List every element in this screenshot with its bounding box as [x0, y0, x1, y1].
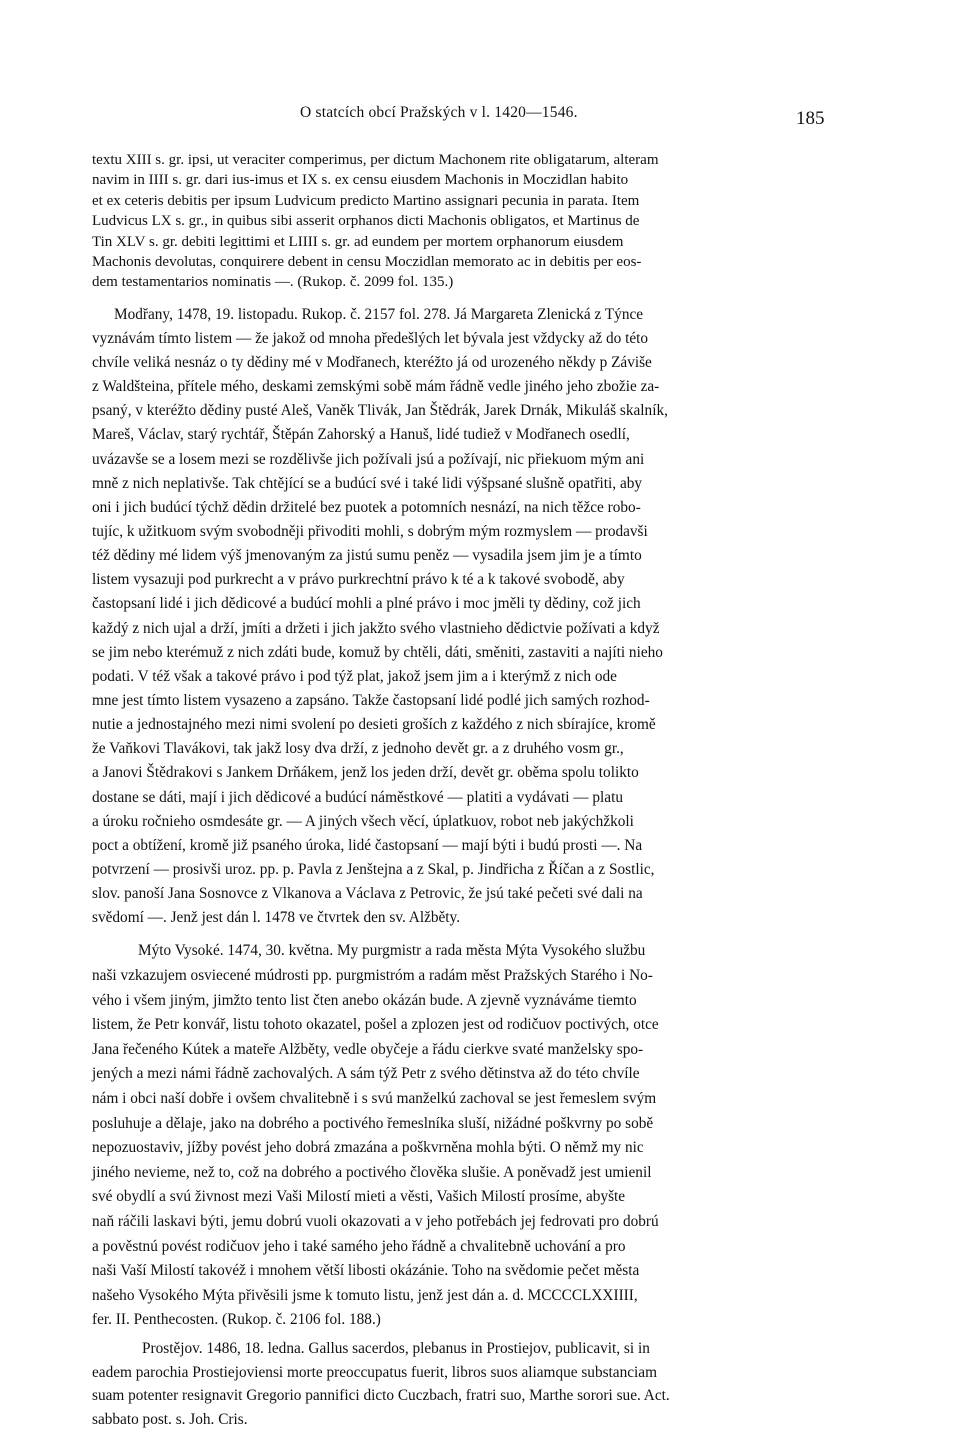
text-line: častopsaní lidé i jich dědicové a budúcí mohli a plné právo i moc jměli ty dědiny, což jich [92, 595, 641, 613]
page-number: 185 [796, 108, 825, 129]
text-line: textu XIII s. gr. ipsi, ut veraciter comperimus, per dictum Machonem rite obligatarum, alteram [92, 152, 659, 168]
entry-prostejov [92, 1337, 828, 1432]
text-line: tujíc, k užitkuom svým svobodněji přivoditi mohli, s dobrým mým rozmyslem — prodavši [92, 523, 648, 540]
text-line: naň ráčili laskavi býti, jemu dobrú vuoli okazovati a v jeho potřebách jej fedrovati pro dobrú [92, 1212, 659, 1230]
entry-heading-line: Modřany, 1478, 19. listopadu. Rukop. č. 2157 fol. 278. Já Margareta Zlenická z Týnce [114, 305, 644, 323]
text-line: jených a mezi námi řádně zachovalých. A sám týž Petr z svého dětinstva až do této chvíle [92, 1065, 640, 1083]
entry-heading-line: Mýto Vysoké. 1474, 30. května. My purgmistr a rada města Mýta Vysokého službu [138, 942, 646, 960]
text-line: mne jest tímto listem vysazeno a zapsáno. Takže častopsaní lidé podlé jich samých rozhod- [92, 691, 650, 709]
text-line: našeho Vysokého Mýta přivěsili jsme k tomuto listu, jenž jest dán a. d. MCCCCLXXIIII, [92, 1286, 638, 1304]
text-line: se jim nebo kterémuž z nich zdáti bude, komuž by chtěli, dáti, směniti, zastaviti a najíti nieho [92, 643, 663, 661]
text-line: nepozuostaviv, jížby povést jeho dobrá zmazána a poškvrněna mohla býti. O němž my nic [92, 1139, 644, 1157]
text-line: et ex ceteris debitis per ipsum Ludvicum predicto Martino assignari pecunia in parata. Item [92, 192, 640, 209]
text-line: Mareš, Václav, starý rychtář, Štěpán Zahorský a Hanuš, lidé tudiež v Modřanech osedlí, [92, 426, 630, 444]
text-line: oni i jich budúcí týchž dědin držitelé bez puotek a potomních nesnází, na nich těžce robo- [92, 498, 641, 516]
text-line: suam potenter resignavit Gregorio pannifici dicto Cuczbach, fratri suo, Marthe sorori sue. Act. [92, 1387, 670, 1405]
text-line: též dědiny mé lidem výš jmenovaným za jistú sumu peněz — vysadila jsem jim je a tímto [92, 547, 642, 565]
text-line: z Waldšteina, přítele mého, deskami zemskými sobě mám řádně vedle jiného jeho zbožie za- [92, 378, 660, 396]
text-line: a Janovi Štědrakovi s Jankem Drňákem, jenž los jeden drží, devět gr. oběma spolu tolikto [92, 764, 639, 782]
text-line: potvrzení — prosivši uroz. pp. p. Pavla z Jenštejna a z Skal, p. Jindřicha z Říčan a z Sostlic, [92, 860, 655, 878]
text-line: že Vaňkovi Tlavákovi, tak jakž losy dva drží, z jednoho devět gr. a z druhého vosm gr., [92, 740, 624, 758]
entry-myto-vysoke [92, 939, 828, 1333]
paragraph-latin-continuation [92, 150, 828, 293]
text-line: vyznávám tímto listem — že jakož od mnoha předešlých let bývala jest vždycky až do této [92, 329, 649, 347]
text-line: a úroku ročnieho osmdesáte gr. — A jiných všech věcí, úplatkuov, robot neb jakýchžkoli [92, 812, 634, 830]
text-line: naši vzkazujem osviecené múdrosti pp. purgmistróm a radám měst Pražských Starého i No- [92, 966, 653, 984]
running-header: O statcích obcí Pražských v l. 1420—1546. [300, 104, 578, 121]
text-line: psaný, v kteréžto dědiny pusté Aleš, Vaněk Tlivák, Jan Štědrák, Jarek Drnák, Mikuláš skalník, [92, 402, 668, 420]
text-line: vého i všem jiným, jimžto tento list čten anebo okázán bude. A zjevně vyznáváme tiemto [92, 991, 637, 1009]
entry-heading-line: Prostějov. 1486, 18. ledna. Gallus sacerdos, plebanus in Prostiejov, publicavit, si in [142, 1339, 650, 1357]
text-line: poct a obtížení, kromě již psaného úroka, lidé častopsaní — mají býti i budú prosti —. Na [92, 836, 643, 854]
text-line: sabbato post. s. Joh. Cris. [92, 1411, 248, 1429]
text-line: Ludvicus LX s. gr., in quibus sibi asserit orphanos dicti Machonis obligatos, et Martinus de [92, 213, 640, 230]
text-line: naši Vaší Milostí takovéž i mnohem větší libosti okázánie. Toho na svědomie pečet města [92, 1262, 640, 1280]
text-line: dostane se dáti, mají i jich dědicové a budúcí náměstkové — platiti a vydávati — platu [92, 788, 623, 806]
entry-modrany [92, 303, 828, 931]
text-line: listem vysazuji pod purkrecht a v právo purkrechtní právo k té a k takové svobodě, aby [92, 571, 625, 589]
text-line: mně z nich neplativše. Tak chtějící se a budúcí své i také lidi výšpsané slušně opatřiti, aby [92, 474, 643, 492]
text-line: každý z nich ujal a drží, jmíti a držeti i jich jakžto svého vlastnieho dědictvie požívati a když [92, 619, 660, 637]
text-line: navim in IIII s. gr. dari ius-imus et IX s. ex censu eiusdem Machonis in Moczidlan habito [92, 172, 629, 189]
page-body [92, 150, 828, 1432]
text-line: Jana řečeného Kútek a mateře Alžběty, vedle obyčeje a řádu cierkve svaté manželsky spo- [92, 1040, 644, 1058]
text-line: fer. II. Penthecosten. (Rukop. č. 2106 fol. 188.) [92, 1311, 381, 1329]
text-line: listem, že Petr konvář, listu tohoto okazatel, pošel a zplozen jest od rodičuov poctivých, otce [92, 1016, 659, 1034]
text-line: slov. panoší Jana Sosnovce z Vlkanova a Václava z Petrovic, že jsú také pečeti své dali na [92, 885, 643, 903]
text-line: Tin XLV s. gr. debiti legittimi et LIIII s. gr. ad eundem per mortem orphanorum eiusdem [92, 233, 624, 250]
text-line: dem testamentarios nominatis —. (Rukop. č. 2099 fol. 135.) [92, 274, 454, 291]
text-line: Machonis devolutas, conquirere debent in censu Moczidlan memorato ac in debitis per eos- [92, 253, 642, 270]
text-line: nám i obci naší dobře i ovšem chvalitebně i s svú manželkú zachoval se jest řemeslem svým [92, 1089, 657, 1107]
text-line: eadem parochia Prostiejoviensi morte preoccupatus fuerit, libros suos aliamque substanciam [92, 1363, 657, 1381]
text-line: nutie a jednostajného mezi nimi svolení po desieti groších z každého z nich sbírajíce, kromě [92, 716, 656, 734]
text-line: svědomí —. Jenž jest dán l. 1478 ve čtvrtek den sv. Alžběty. [92, 909, 461, 927]
text-line: a pověstnú povést rodičuov jeho i také samého jeho řádně a chvalitebně uchování a pro [92, 1237, 626, 1255]
text-line: chvíle veliká nesnáz o ty dědiny mé v Modřanech, kteréžto já od urozeného někdy p Záviše [92, 354, 652, 372]
text-line: jiného nevieme, než to, což na dobrého a poctivého člověka slušie. A poněvadž jest umienil [92, 1163, 652, 1181]
text-line: podati. V též však a takové právo i pod týž plat, jakož jsem jim a i kterýmž z nich ode [92, 667, 617, 685]
text-line: uvázavše se a losem mezi se rozdělivše jich požívali jsú a požívají, nic přiekuom mým ani [92, 450, 645, 468]
text-line: své obydlí a svú živnost mezi Vaši Milostí mieti a věsti, Vašich Milostí prosíme, abyšte [92, 1188, 626, 1206]
text-line: posluhuje a dělaje, jako na dobrého a poctivého řemeslníka sluší, nižádné poškvrny po sobě [92, 1114, 654, 1132]
